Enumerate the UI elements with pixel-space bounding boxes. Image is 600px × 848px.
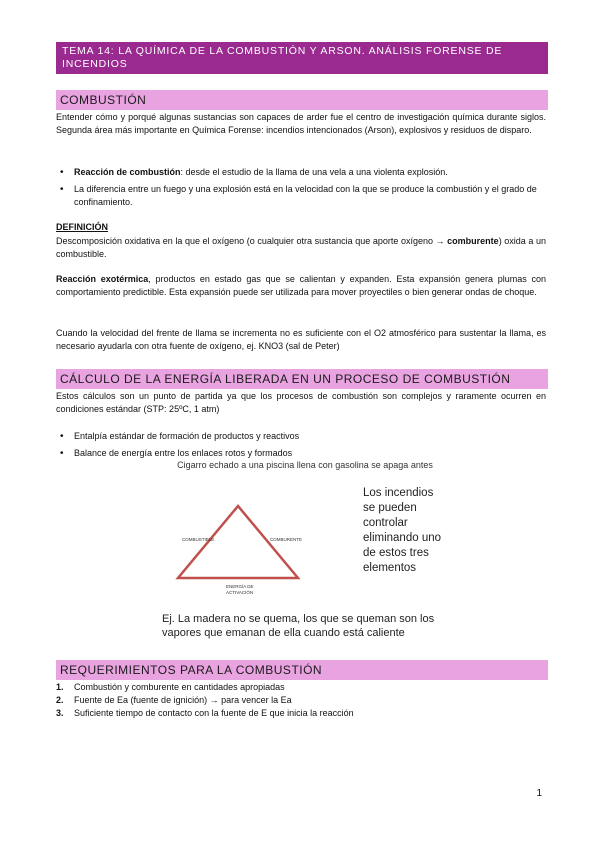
requirements-list (56, 681, 546, 720)
triangle-label-energy-1: ENERGÍA DE (226, 584, 254, 589)
page-number: 1 (536, 788, 542, 799)
section-heading-requirements: REQUERIMIENTOS PARA LA COMBUSTIÓN (56, 660, 548, 680)
figure-caption: Cigarro echado a una piscina llena con gasolina se apaga antes (177, 460, 433, 470)
section-heading-energy: CÁLCULO DE LA ENERGÍA LIBERADA EN UN PROCESO DE COMBUSTIÓN (56, 369, 548, 389)
energy-bullets (56, 430, 546, 464)
definition-text: Descomposición oxidativa en la que el oxígeno (o cualquier otra sustancia que aporte oxígeno → comburente) oxida a un combustible. (56, 236, 547, 259)
list-item: • Balance de energía entre los enlaces rotos y formados (56, 447, 546, 460)
list-item: • Entalpía estándar de formación de productos y reactivos (56, 430, 546, 443)
definition-label: DEFINICIÓN (56, 222, 109, 232)
fire-triangle-diagram (170, 478, 360, 628)
exothermic-text: Reacción exotérmica, productos en estado gas que se calientan y expanden. Esta expansión genera plumas con comportamiento predictible. Esta expansión puede ser utilizada para mover proyectiles o bien generar ondas de choque. (56, 274, 547, 297)
fire-triangle-figure (162, 460, 442, 655)
section-heading-combustion: COMBUSTIÓN (56, 90, 548, 110)
fire-triangle (178, 506, 298, 578)
figure-side-text: Los incendios se pueden controlar eliminando uno de estos tres elementos (363, 487, 442, 574)
triangle-label-fuel: COMBUSTIBLE (182, 537, 215, 542)
page-title: TEMA 14: LA QUÍMICA DE LA COMBUSTIÓN Y ARSON. ANÁLISIS FORENSE DE INCENDIOS (56, 42, 548, 74)
list-item: • Reacción de combustión: desde el estudio de la llama de una vela a una violenta explosión. (56, 166, 546, 179)
combustion-bullets (56, 166, 546, 213)
list-item: • La diferencia entre un fuego y una explosión está en la velocidad con la que se produce la combustión y el grado de confinamiento. (56, 183, 546, 209)
figure-bottom-text: Ej. La madera no se quema, los que se queman son los vapores que emanan de ella cuando está caliente (162, 613, 435, 639)
triangle-label-oxidizer: COMBURENTE (270, 537, 303, 542)
list-item: 3. Suficiente tiempo de contacto con la fuente de E que inicia la reacción (56, 708, 354, 718)
list-item: 1. Combustión y comburente en cantidades apropiadas (56, 682, 285, 692)
flame-front-text: Cuando la velocidad del frente de llama se incrementa no es suficiente con el O2 atmosférico para sustentar la llama, es necesario ayudarla con otra fuente de oxígeno, ej. KNO3 (sal de Peter) (56, 328, 546, 351)
combustion-intro: Entender cómo y porqué algunas sustancias son capaces de arder fue el centro de investigación química durante siglos. Segunda área más importante en Química Forense: incendios intencionados (Arson), explosivos y residuos de disparo. (56, 112, 546, 135)
triangle-label-energy-2: ACTIVACIÓN (226, 590, 254, 595)
energy-intro: Estos cálculos son un punto de partida ya que los procesos de combustión son complejos y raramente ocurren en condiciones estándar (STP: 25ºC, 1 atm) (56, 391, 546, 414)
list-item: 2. Fuente de Ea (fuente de ignición) → para vencer la Ea (56, 695, 292, 705)
